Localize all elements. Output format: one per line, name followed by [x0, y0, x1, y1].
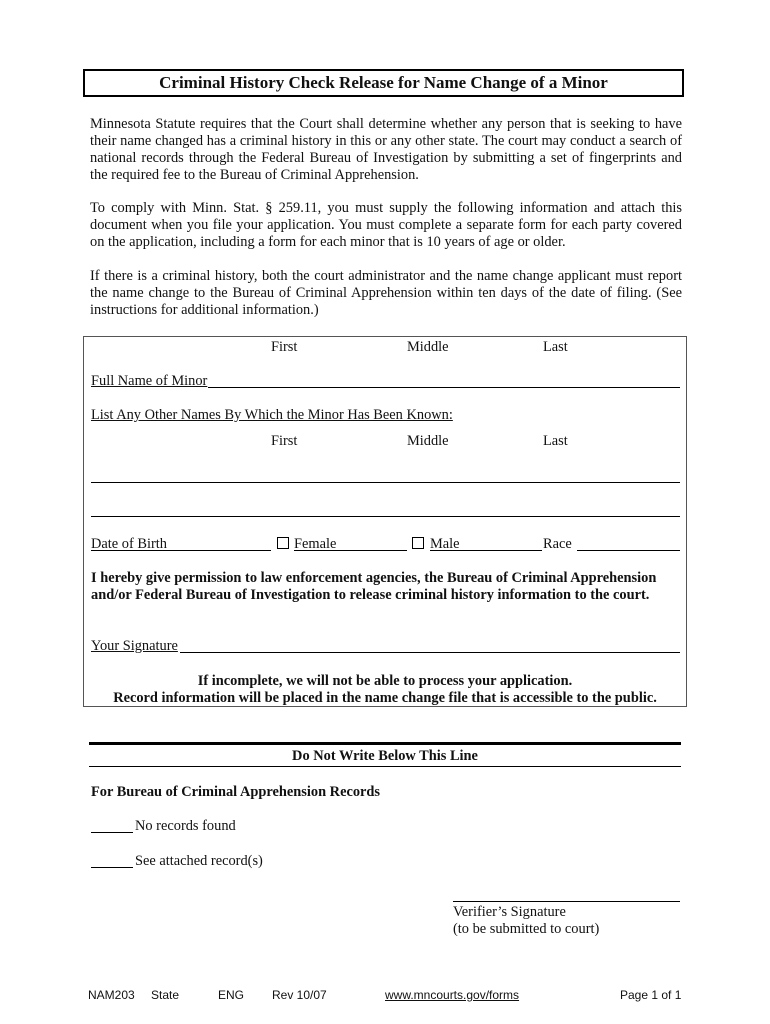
full-name-field[interactable] [208, 387, 680, 388]
verifier-signature-field[interactable] [453, 901, 680, 902]
column-middle: Middle [407, 339, 449, 355]
male-checkbox[interactable] [412, 537, 424, 549]
signature-label: Your Signature [91, 638, 178, 654]
permission-statement: I hereby give permission to law enforcement agencies, the Bureau of Criminal Apprehension and/or Federal Bureau of Investigation to release criminal history information to the court. [91, 570, 657, 603]
female-label: Female [294, 536, 337, 552]
dob-field[interactable] [91, 550, 271, 551]
dob-label: Date of Birth [91, 536, 167, 552]
divider-thin [89, 766, 681, 767]
verifier-note: (to be submitted to court) [453, 921, 600, 937]
do-not-write-header: Do Not Write Below This Line [292, 748, 478, 764]
incomplete-notice: If incomplete, we will not be able to process your application. [197, 673, 573, 689]
footer-url-link[interactable]: www.mncourts.gov/forms [385, 988, 520, 1002]
female-checkbox[interactable] [277, 537, 289, 549]
public-record-notice: Record information will be placed in the name change file that is accessible to the public. [113, 690, 657, 706]
full-name-label: Full Name of Minor [91, 373, 208, 389]
footer-state: State [151, 988, 180, 1002]
race-field[interactable] [577, 550, 680, 551]
footer-language: ENG [218, 988, 245, 1002]
male-underline [430, 550, 542, 551]
intro-paragraph-report: If there is a criminal history, both the court administrator and the name change applicant must report the name change to the Bureau of Criminal Apprehension within ten days of the date of filing. (See instructions for additional information.) [90, 268, 682, 318]
intro-paragraph-comply: To comply with Minn. Stat. § 259.11, you must supply the following information and attach this document when you file your application. You must complete a separate form for each party covered on the application, including a form for each minor that is 10 years of age or older. [90, 200, 682, 250]
form-title: Criminal History Check Release for Name Change of a Minor [83, 69, 684, 97]
signature-field[interactable] [180, 652, 680, 653]
race-label: Race [543, 536, 572, 552]
other-name-field-1[interactable] [91, 482, 680, 483]
no-records-blank[interactable] [91, 832, 133, 833]
divider-thick [89, 742, 681, 745]
column-last: Last [543, 339, 568, 355]
column-first: First [271, 339, 298, 355]
footer-revision: Rev 10/07 [272, 988, 327, 1002]
no-records-label: No records found [135, 818, 236, 834]
verifier-signature-label: Verifier’s Signature [453, 904, 566, 920]
footer-form-code: NAM203 [88, 988, 135, 1002]
other-names-label: List Any Other Names By Which the Minor Has Been Known: [91, 407, 453, 423]
see-attached-blank[interactable] [91, 867, 133, 868]
see-attached-label: See attached record(s) [135, 853, 263, 869]
intro-paragraph-statute: Minnesota Statute requires that the Court shall determine whether any person that is seeking to have their name changed has a criminal history in this or any other state. The court may conduct a search of national records through the Federal Bureau of Investigation by submitting a set of fingerprints and the required fee to the Bureau of Criminal Apprehension. [90, 116, 682, 183]
other-name-field-2[interactable] [91, 516, 680, 517]
column-middle-2: Middle [407, 433, 449, 449]
male-label: Male [430, 536, 460, 552]
column-last-2: Last [543, 433, 568, 449]
bca-section-title: For Bureau of Criminal Apprehension Records [91, 784, 381, 800]
column-first-2: First [271, 433, 298, 449]
female-underline [294, 550, 407, 551]
footer-page-number: Page 1 of 1 [620, 988, 682, 1002]
